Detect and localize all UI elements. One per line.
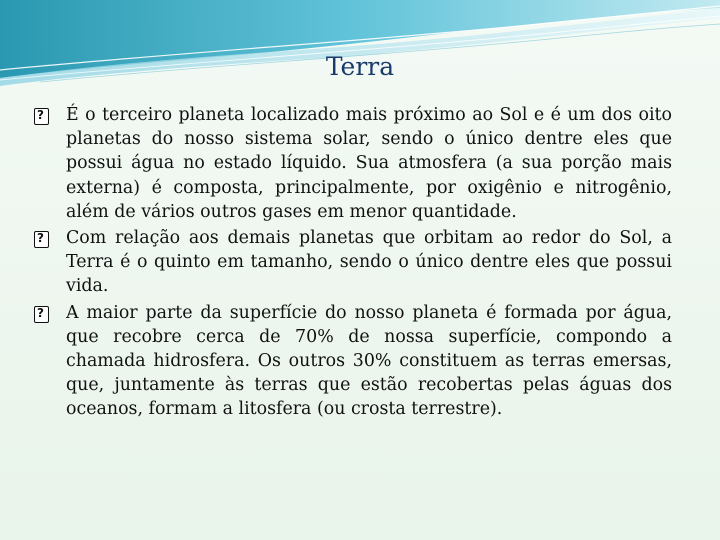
bullet-icon: ? [30, 304, 60, 324]
paragraph-1 [30, 103, 672, 224]
paragraph-1-text: É o terceiro planeta localizado mais próximo ao Sol e é um dos oito planetas do nosso sistema solar, sendo o único dentre eles que possui água no estado líquido. Sua atmosfera (a sua porção mais externa) é composta, principalmente, por oxigênio e nitrogênio, além de vários outros gases em menor quantidade. [66, 105, 672, 222]
slide-body [30, 103, 672, 424]
paragraph-3 [30, 301, 672, 422]
bullet-icon: ? [30, 229, 60, 249]
bullet-icon: ? [30, 106, 60, 126]
paragraph-2-text: Com relação aos demais planetas que orbitam ao redor do Sol, a Terra é o quinto em tamanho, sendo o único dentre eles que possui vida. [66, 228, 672, 297]
slide-title: Terra [325, 52, 395, 81]
paragraph-3-text: A maior parte da superfície do nosso planeta é formada por água, que recobre cerca de 70% de nossa superfície, compondo a chamada hidrosfera. Os outros 30% constituem as terras emersas, que, juntamente às terras que estão recobertas pelas águas dos oceanos, formam a litosfera (ou crosta terrestre). [66, 302, 672, 420]
paragraph-2 [30, 226, 672, 299]
